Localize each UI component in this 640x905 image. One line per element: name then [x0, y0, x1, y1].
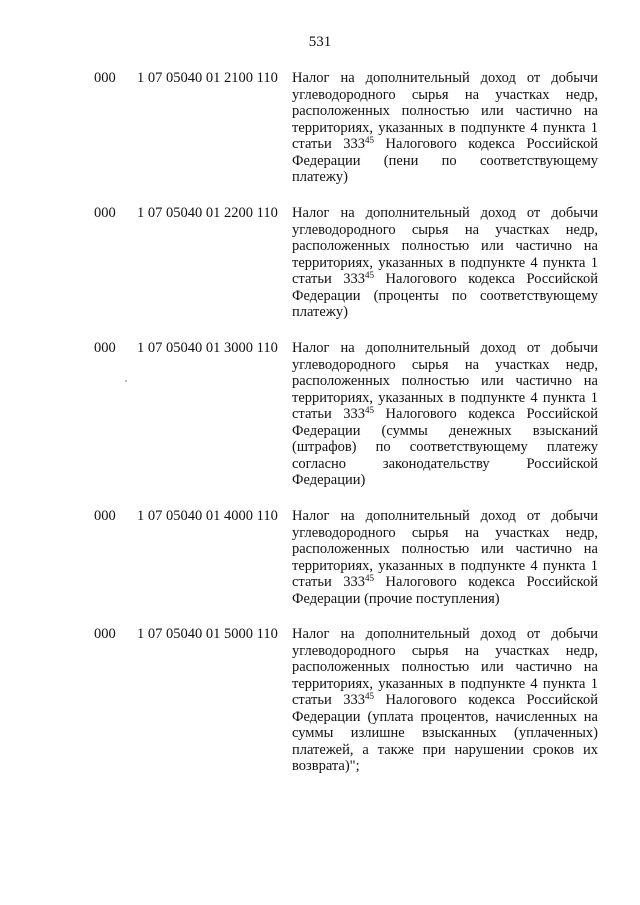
description-text-continued: Налогового кодекса Российской Федерации (пени по соответствующему платежу) — [292, 136, 598, 185]
description-text-continued: Налогового кодекса Российской Федерации (уплата процентов, начисленных на суммы излишне взысканных (уплаченных) платежей, а также при нарушении сроков их возврата)"; — [292, 692, 598, 774]
budget-classification-code: 1 07 05040 01 5000 110 — [137, 626, 278, 642]
budget-code-entry — [0, 205, 640, 340]
income-description — [292, 205, 598, 321]
budget-code-list — [0, 70, 640, 796]
page-number: 531 — [308, 34, 332, 50]
admin-code: 000 — [94, 508, 116, 524]
article-superscript: 45 — [365, 573, 375, 583]
budget-code-entry — [0, 70, 640, 205]
admin-code: 000 — [94, 205, 116, 221]
budget-code-entry — [0, 340, 640, 508]
budget-classification-code: 1 07 05040 01 2100 110 — [137, 70, 278, 86]
income-description — [292, 70, 598, 186]
description-text: Налог на дополнительный доход от добычи углеводородного сырья на участках недр, расположенных полностью или частично на территориях, указанных в подпункте 4 пункта 1 статьи 333 — [292, 205, 598, 287]
description-text-continued: Налогового кодекса Российской Федерации (проценты по соответствующему платежу) — [292, 271, 598, 320]
description-text-continued: Налогового кодекса Российской Федерации (суммы денежных взысканий (штрафов) по соответствующему платежу согласно законодательству Российской Федерации) — [292, 406, 598, 488]
description-text: Налог на дополнительный доход от добычи углеводородного сырья на участках недр, расположенных полностью или частично на территориях, указанных в подпункте 4 пункта 1 статьи 333 — [292, 70, 598, 152]
budget-classification-code: 1 07 05040 01 3000 110 — [137, 340, 278, 356]
article-superscript: 45 — [365, 270, 375, 280]
income-description — [292, 626, 598, 775]
budget-classification-code: 1 07 05040 01 2200 110 — [137, 205, 278, 221]
scan-artifact — [125, 380, 127, 382]
admin-code: 000 — [94, 340, 116, 356]
article-superscript: 45 — [365, 135, 375, 145]
description-text-continued: Налогового кодекса Российской Федерации (прочие поступления) — [292, 574, 598, 607]
description-text: Налог на дополнительный доход от добычи углеводородного сырья на участках недр, расположенных полностью или частично на территориях, указанных в подпункте 4 пункта 1 статьи 333 — [292, 340, 598, 422]
budget-code-entry — [0, 508, 640, 626]
admin-code: 000 — [94, 626, 116, 642]
budget-code-entry — [0, 626, 640, 796]
description-text: Налог на дополнительный доход от добычи углеводородного сырья на участках недр, расположенных полностью или частично на территориях, указанных в подпункте 4 пункта 1 статьи 333 — [292, 508, 598, 590]
article-superscript: 45 — [365, 691, 375, 701]
income-description — [292, 340, 598, 489]
budget-classification-code: 1 07 05040 01 4000 110 — [137, 508, 278, 524]
income-description — [292, 508, 598, 607]
description-text: Налог на дополнительный доход от добычи углеводородного сырья на участках недр, расположенных полностью или частично на территориях, указанных в подпункте 4 пункта 1 статьи 333 — [292, 626, 598, 708]
admin-code: 000 — [94, 70, 116, 86]
article-superscript: 45 — [365, 405, 375, 415]
